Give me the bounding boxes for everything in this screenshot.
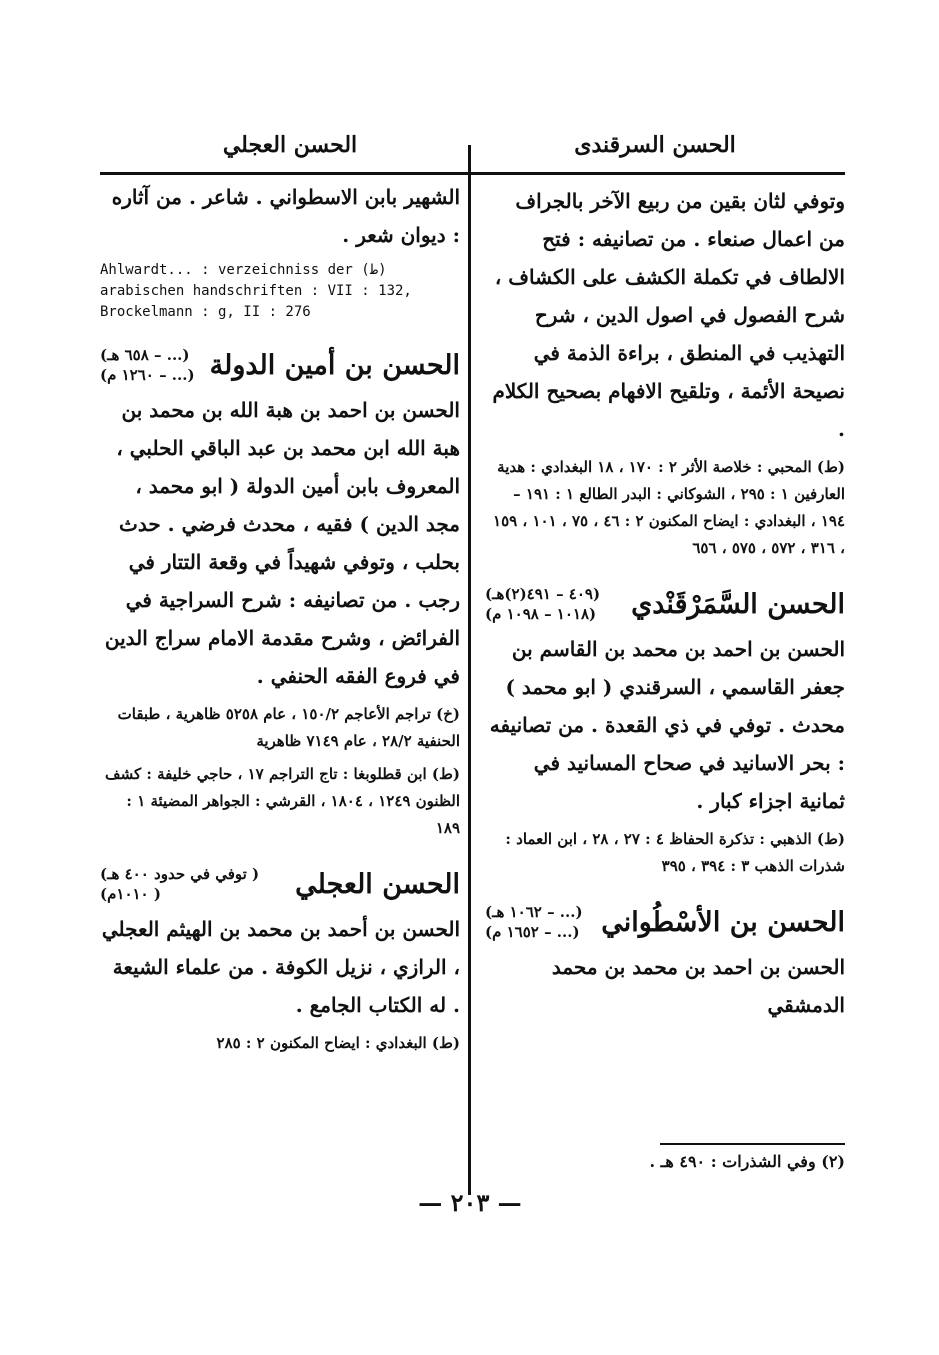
entry-name: الحسن العجلي bbox=[295, 868, 460, 900]
column-divider bbox=[468, 145, 471, 1195]
references: (ط) الذهبي : تذكرة الحفاظ ٤ : ٢٧ ، ٢٨ ، ابن العماد : شذرات الذهب ٣ : ٣٩٤ ، ٣٩٥ bbox=[505, 830, 845, 875]
entry-dates bbox=[485, 902, 583, 942]
references: (خ) تراجم الأعاجم ١٥٠/٢ ، عام ٥٢٥٨ ظاهرية ، طبقات الحنفية ٢٨/٢ ، عام ٧١٤٩ ظاهرية bbox=[117, 705, 460, 750]
references: (ط) ابن قطلوبغا : تاج التراجم ١٧ ، حاجي خليفة : كشف الظنون ١٢٤٩ ، ١٨٠٤ ، القرشي : الجواهر المضيئة ١ : ١٨٩ bbox=[105, 765, 460, 837]
continuation-text: وتوفي لثان بقين من ربيع الآخر بالجراف من اعمال صنعاء . من تصانيفه : فتح الالطاف في تكملة الكشف على الكشاف ، شرح الفصول في اصول الدين ، شرح التهذيب في المنطق ، براءة الذمة في نصيحة الأئمة ، وتلقيح الافهام بصحيح الكلام . bbox=[492, 189, 845, 441]
entry-text: الحسن بن أحمد بن محمد بن الهيثم العجلي ، الرازي ، نزيل الكوفة . من علماء الشيعة . له الكتاب الجامع . bbox=[101, 917, 460, 1017]
left-column bbox=[100, 178, 460, 1057]
page-number: — ٢٠٣ — bbox=[418, 1188, 522, 1217]
date-gregorian: (١٠١٨ – ١٠٩٨ م) bbox=[485, 605, 597, 623]
entry-heading bbox=[100, 864, 460, 904]
entry-heading bbox=[485, 902, 845, 942]
entry-name: الحسن السَّمَرْقَنْدي bbox=[631, 588, 845, 620]
entry-name: الحسن بن أمين الدولة bbox=[209, 349, 460, 381]
date-hijri: (... – ١٠٦٢ هـ) bbox=[485, 903, 583, 921]
entry-text: الحسن بن احمد بن هبة الله بن محمد بن هبة الله ابن محمد بن عبد الباقي الحلبي ، المعروف بابن أمين الدولة ( ابو محمد ، مجد الدين ) فقيه ، محدث فرضي . حدث بحلب ، وتوفي شهيداً في وقعة التتار في رجب . من تصانيفه : شرح السراجية في الفرائض ، وشرح مقدمة الامام سراج الدين في فروع الفقه الحنفي . bbox=[104, 398, 460, 688]
continuation-text: الشهير بابن الاسطواني . شاعر . من آثاره : ديوان شعر . bbox=[111, 185, 460, 247]
date-hijri: (٤٠٩ – ٤٩١(٢)هـ) bbox=[485, 585, 601, 603]
date-gregorian: ( ١٠١٠م) bbox=[100, 885, 161, 903]
running-header-left: الحسن العجلي bbox=[222, 132, 358, 158]
running-header-right: الحسن السرقندى bbox=[574, 132, 736, 158]
date-hijri: (... – ٦٥٨ هـ) bbox=[100, 346, 190, 364]
date-hijri: ( توفي في حدود ٤٠٠ هـ) bbox=[100, 865, 260, 883]
entry-text: الحسن بن احمد بن محمد بن محمد الدمشقي bbox=[551, 955, 845, 1017]
entry-dates bbox=[485, 584, 600, 624]
right-column bbox=[485, 182, 845, 1024]
latin-reference-line: Ahlwardt... : verzeichniss der (ط) bbox=[100, 262, 387, 278]
entry-name: الحسن بن الأسْطُواني bbox=[601, 906, 845, 938]
latin-reference-line: Brockelmann : g, II : 276 bbox=[100, 304, 311, 320]
latin-references bbox=[100, 260, 460, 323]
footnote: (٢) وفي الشذرات : ٤٩٠ هـ . bbox=[649, 1152, 845, 1171]
entry-text: الحسن بن احمد بن محمد بن القاسم بن جعفر القاسمي ، السرقندي ( ابو محمد ) محدث . توفي في ذي القعدة . من تصانيفه : بحر الاسانيد في صحاح المسانيد في ثمانية اجزاء كبار . bbox=[489, 637, 845, 813]
entry-dates bbox=[100, 345, 195, 385]
references: (ط) البغدادي : ايضاح المكنون ٢ : ٢٨٥ bbox=[216, 1034, 460, 1052]
entry-dates bbox=[100, 864, 259, 904]
entry-heading bbox=[100, 345, 460, 385]
date-gregorian: (... – ١٦٥٢ م) bbox=[485, 923, 580, 941]
entry-heading bbox=[485, 584, 845, 624]
header-rule bbox=[100, 172, 845, 175]
footnote-rule bbox=[660, 1143, 845, 1145]
references: (ط) المحبي : خلاصة الأثر ٢ : ١٧٠ ، ١٨ البغدادي : هدية العارفين ١ : ٢٩٥ ، الشوكاني : البدر الطالع ١ : ١٩١ – ١٩٤ ، البغدادي : ايضاح المكنون ٢ : ٤٦ ، ٧٥ ، ١٠١ ، ١٥٩ ، ٣١٦ ، ٥٧٢ ، ٥٧٥ ، ٦٥٦ bbox=[493, 458, 845, 557]
latin-reference-line: arabischen handschriften : VII : 132, bbox=[100, 283, 412, 299]
date-gregorian: (... – ١٢٦٠ م) bbox=[100, 366, 195, 384]
